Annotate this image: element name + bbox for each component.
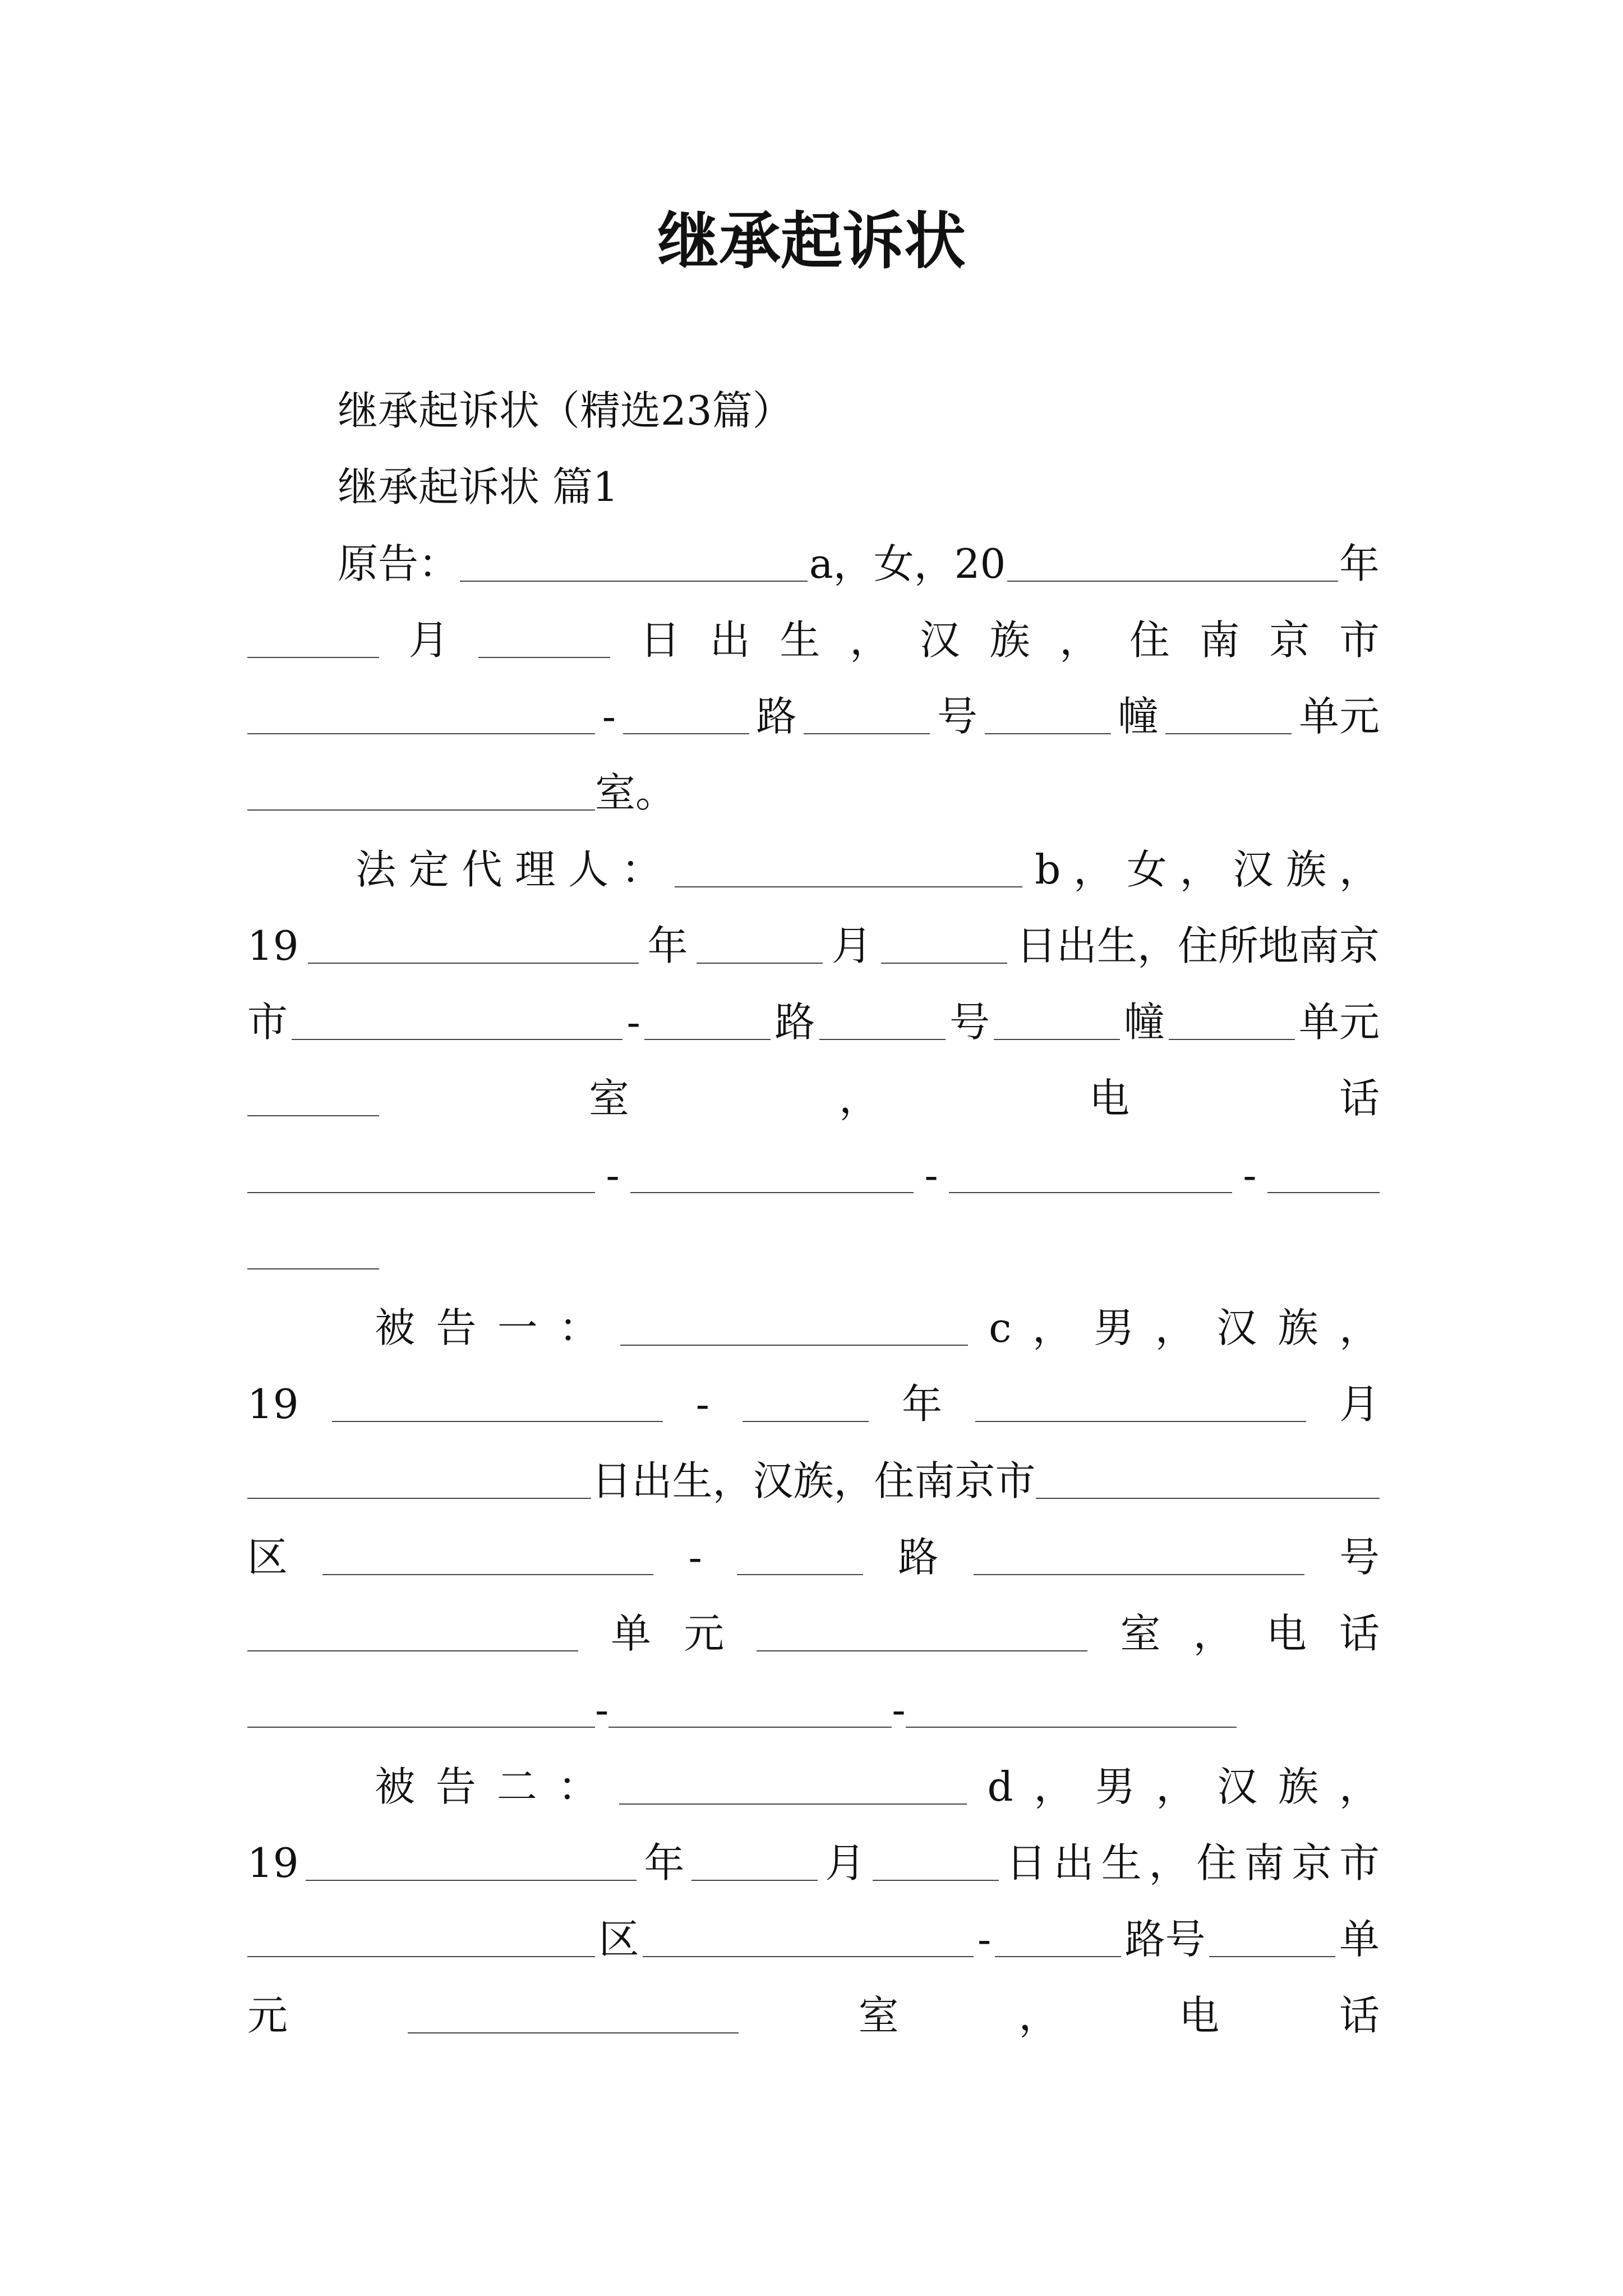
text-segment: 族: [1278, 1763, 1318, 1810]
blank-field: [1007, 580, 1338, 582]
text-segment: 南: [1199, 616, 1240, 664]
blank-field: [906, 1726, 1237, 1728]
blank-field: [292, 1038, 623, 1040]
text-segment: ，: [1193, 1610, 1234, 1657]
text-segment: 室: [588, 1075, 629, 1122]
text-segment: 室: [858, 1992, 899, 2039]
blank-field: [691, 1879, 818, 1881]
text-segment: 号: [1339, 1534, 1380, 1581]
text-segment: 代: [462, 846, 502, 893]
text-line: [247, 678, 1380, 755]
blank-field: [408, 2032, 739, 2033]
text-segment: 年: [647, 922, 688, 969]
collection-heading: 继承起诉状（精选23篇）: [338, 387, 793, 434]
text-segment: 族: [1278, 1304, 1318, 1351]
text-segment: 京: [1292, 1839, 1332, 1887]
text-segment: 单元: [1298, 999, 1380, 1046]
text-line: [247, 1443, 1380, 1520]
blank-field: [247, 1268, 379, 1269]
text-segment: 年: [1339, 540, 1380, 587]
blank-field: [608, 1726, 892, 1728]
text-segment: ，: [1032, 1304, 1073, 1351]
text-segment: 路: [898, 1534, 939, 1581]
blank-field: [974, 1573, 1304, 1575]
blank-field: [247, 1726, 595, 1728]
blank-field: [743, 1420, 869, 1422]
text-segment: ，: [1073, 846, 1114, 893]
text-segment: 市: [1339, 616, 1380, 664]
text-segment: 年: [901, 1381, 942, 1428]
text-segment: 19: [247, 1839, 299, 1887]
blank-field: [247, 1115, 379, 1116]
text-segment: 电: [1089, 1075, 1129, 1122]
text-segment: 汉: [919, 616, 960, 664]
text-segment: ：: [557, 1763, 598, 1810]
text-segment: 男: [1094, 1304, 1135, 1351]
blank-field: [1267, 1191, 1380, 1193]
text-segment: ，: [1339, 1304, 1380, 1351]
blank-field: [985, 733, 1111, 734]
text-segment: 单元: [1298, 693, 1380, 740]
text-segment: -: [1243, 1152, 1257, 1199]
blank-field: [247, 1497, 591, 1499]
text-segment: a，女，20: [809, 540, 1006, 587]
section-heading: 继承起诉状 篇1: [338, 463, 619, 510]
text-segment: 19: [247, 1381, 299, 1428]
blank-field: [247, 656, 379, 658]
text-segment: 日出生，住所地南京: [1016, 922, 1380, 969]
blank-field: [873, 1879, 999, 1881]
text-segment: -: [924, 1152, 938, 1199]
text-segment: b: [1035, 846, 1061, 893]
text-segment: ，: [1339, 846, 1380, 893]
document-title: 继承起诉状: [657, 205, 966, 277]
text-segment: 室。: [595, 769, 676, 816]
blank-field: [306, 1879, 637, 1881]
text-segment: 被: [375, 1763, 416, 1810]
text-line: [247, 1901, 1380, 1978]
text-segment: 单: [611, 1610, 652, 1657]
plaintiff-line: [338, 526, 1380, 602]
text-segment: ，: [1155, 1304, 1196, 1351]
blank-field: [737, 1573, 863, 1575]
text-segment: 话: [1339, 1992, 1380, 2039]
text-segment: -: [695, 1381, 709, 1428]
blank-field: [322, 1573, 653, 1575]
text-segment: ，: [1034, 1763, 1075, 1810]
blank-field: [975, 1420, 1306, 1422]
blank-field: [881, 962, 1007, 964]
defendant-two-line: [375, 1749, 1380, 1825]
text-segment: 京: [1269, 616, 1310, 664]
text-segment: 汉: [1233, 846, 1274, 893]
text-segment: 市: [247, 999, 288, 1046]
text-segment: 被: [375, 1304, 416, 1351]
blank-field: [630, 1191, 914, 1193]
text-line: [247, 908, 1380, 984]
text-segment: 男: [1095, 1763, 1136, 1810]
blank-field: [1036, 1497, 1380, 1499]
text-segment: 住: [1196, 1839, 1237, 1887]
text-segment: 二: [496, 1763, 537, 1810]
blank-field: [623, 733, 749, 734]
text-segment: 路: [774, 999, 815, 1046]
text-segment: 日: [1006, 1839, 1046, 1887]
text-segment: -: [688, 1534, 702, 1581]
blank-field: [247, 809, 595, 811]
text-segment: 路: [756, 693, 797, 740]
text-segment: 19: [247, 922, 299, 969]
text-segment: -: [977, 1916, 992, 1963]
blank-field: [949, 1191, 1232, 1193]
text-segment: 生: [780, 616, 820, 664]
legal-agent-line: [356, 831, 1380, 908]
text-line: [247, 1977, 1380, 2054]
blank-field: [247, 733, 595, 734]
text-segment: 族: [1286, 846, 1327, 893]
blank-field: [1169, 1038, 1295, 1040]
text-segment: 理: [515, 846, 556, 893]
text-line: [247, 1595, 1380, 1672]
text-segment: 告: [436, 1304, 477, 1351]
blank-field: [460, 580, 808, 582]
text-segment: -: [626, 999, 640, 1046]
text-line: [338, 372, 1380, 449]
text-segment: 市: [1339, 1839, 1380, 1887]
text-segment: 号: [937, 693, 978, 740]
blank-field: [994, 1038, 1120, 1040]
text-line: [247, 1060, 1380, 1137]
text-segment: 电: [1179, 1992, 1220, 2039]
text-segment: 汉: [1216, 1304, 1257, 1351]
text-segment: 幢: [1118, 693, 1159, 740]
text-line: [247, 754, 1380, 831]
text-line: [338, 449, 1380, 526]
blank-field: [247, 1955, 595, 1957]
text-segment: 电: [1266, 1610, 1307, 1657]
text-segment: 定: [408, 846, 449, 893]
text-segment: ：: [621, 846, 662, 893]
text-segment: ，: [1179, 846, 1220, 893]
text-segment: ，: [1018, 1992, 1059, 2039]
text-segment: -: [595, 1686, 609, 1733]
text-segment: ，: [1059, 616, 1100, 664]
text-line: [247, 1213, 1380, 1290]
text-segment: -: [892, 1686, 906, 1733]
text-segment: 人: [568, 846, 609, 893]
text-segment: 女: [1126, 846, 1167, 893]
defendant-one-line: [375, 1290, 1380, 1366]
blank-field: [332, 1420, 663, 1422]
text-line: [247, 1366, 1380, 1443]
text-segment: 区: [247, 1534, 288, 1581]
text-segment: 汉: [1217, 1763, 1258, 1810]
text-segment: ，: [838, 1075, 879, 1122]
text-segment: ，: [1149, 1839, 1189, 1887]
text-segment: 幢: [1124, 999, 1165, 1046]
text-segment: 元: [247, 1992, 288, 2039]
text-segment: 族: [989, 616, 1030, 664]
blank-field: [247, 1650, 578, 1651]
text-segment: 月: [832, 922, 873, 969]
text-segment: 月: [825, 1839, 866, 1887]
blank-field: [644, 1038, 771, 1040]
blank-field: [697, 962, 823, 964]
text-segment: -: [602, 693, 616, 740]
text-segment: ，: [1339, 1763, 1380, 1810]
blank-field: [620, 1344, 968, 1346]
text-segment: 路号: [1124, 1916, 1206, 1963]
text-segment: c: [989, 1304, 1012, 1351]
text-segment: 月: [1339, 1381, 1380, 1428]
text-line: [247, 602, 1380, 679]
text-segment: 告: [435, 1763, 476, 1810]
text-segment: 话: [1339, 1610, 1380, 1657]
text-line: [247, 1825, 1380, 1902]
blank-field: [995, 1955, 1121, 1957]
text-segment: 住: [1129, 616, 1170, 664]
blank-field: [478, 656, 610, 658]
text-segment: 室: [1120, 1610, 1161, 1657]
text-segment: 出: [709, 616, 750, 664]
blank-field: [247, 1191, 595, 1193]
blank-field: [1165, 733, 1292, 734]
text-line: [247, 1672, 1380, 1749]
text-line: [247, 1137, 1380, 1214]
text-segment: ，: [850, 616, 891, 664]
text-segment: 话: [1339, 1075, 1380, 1122]
text-line: [247, 1519, 1380, 1596]
text-segment: -: [606, 1152, 620, 1199]
text-segment: 月: [408, 616, 449, 664]
text-segment: 生: [1101, 1839, 1142, 1887]
blank-field: [308, 962, 639, 964]
blank-field: [643, 1955, 974, 1957]
text-segment: 出: [1053, 1839, 1094, 1887]
text-segment: 一: [497, 1304, 538, 1351]
blank-field: [675, 886, 1022, 887]
blank-field: [619, 1803, 967, 1805]
blank-field: [1209, 1955, 1335, 1957]
text-segment: ：: [559, 1304, 600, 1351]
text-segment: 单: [1339, 1916, 1380, 1963]
text-line: [247, 984, 1380, 1061]
text-segment: 法: [356, 846, 396, 893]
text-segment: 年: [644, 1839, 685, 1887]
text-segment: 日出生，汉族，住南京市: [591, 1457, 1036, 1504]
blank-field: [819, 1038, 946, 1040]
text-segment: d: [987, 1763, 1013, 1810]
text-segment: 号: [949, 999, 990, 1046]
blank-field: [757, 1650, 1087, 1651]
blank-field: [804, 733, 930, 734]
text-segment: 区: [598, 1916, 639, 1963]
text-segment: 南: [1244, 1839, 1285, 1887]
text-segment: 元: [684, 1610, 725, 1657]
text-segment: ，: [1156, 1763, 1197, 1810]
text-segment: 原告：: [338, 540, 459, 587]
text-segment: 日: [640, 616, 681, 664]
